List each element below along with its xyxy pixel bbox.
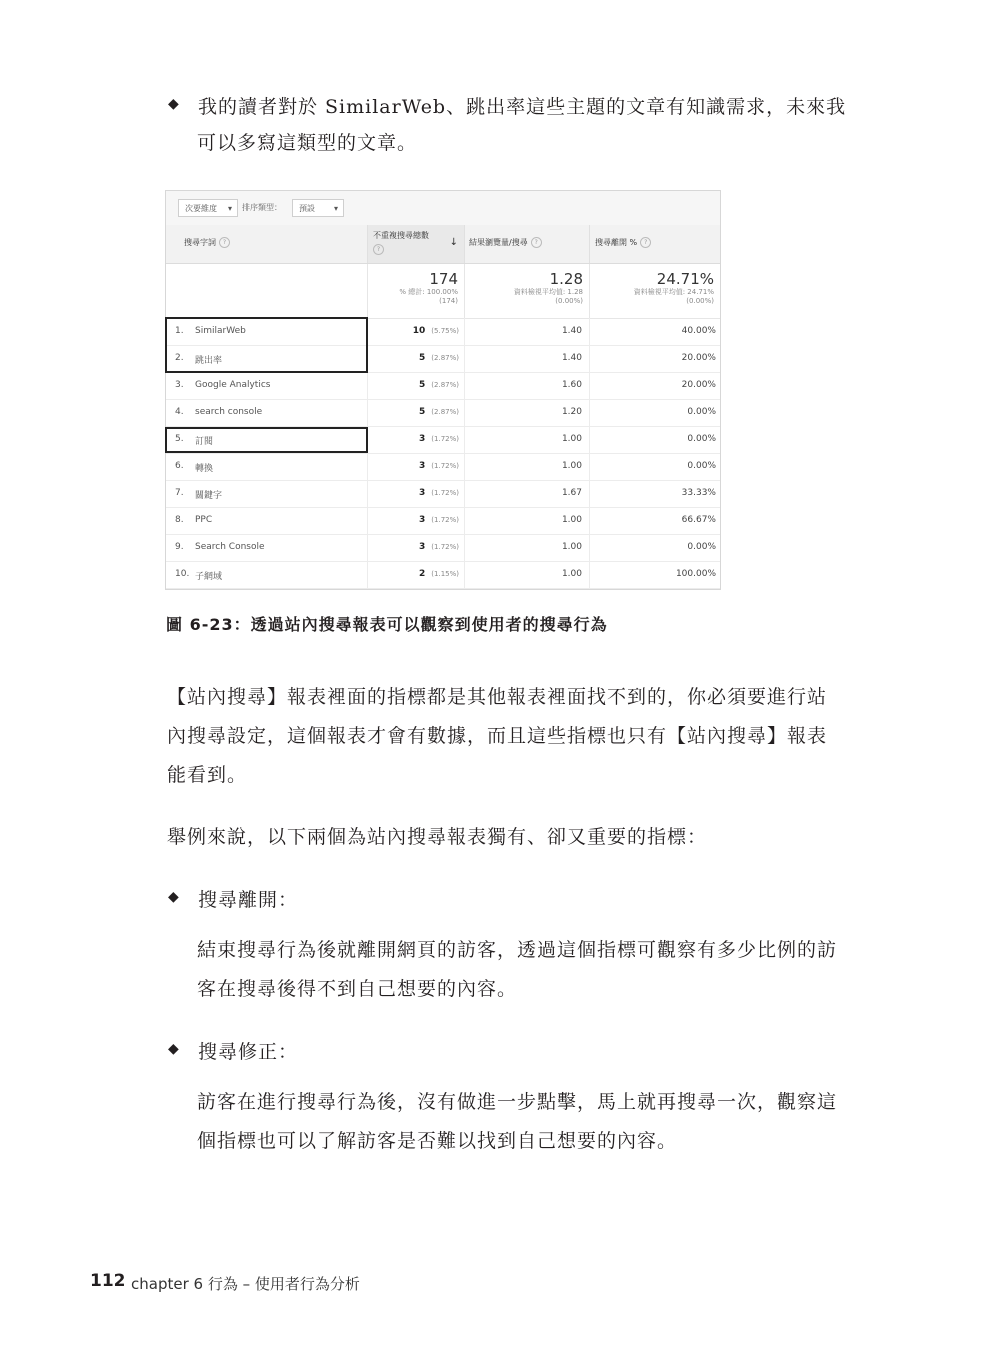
row-index: 4.	[175, 407, 184, 417]
row-index: 9.	[175, 542, 184, 552]
col-header-search-exit[interactable]	[589, 225, 720, 263]
search-term-link[interactable]: 子網域	[195, 572, 223, 582]
total-exit-rate-value: 24.71%	[656, 270, 714, 288]
unique-searches-percent: (1.15%)	[431, 570, 459, 578]
unique-searches-cell	[367, 534, 463, 561]
col-header-unique-searches[interactable]	[367, 225, 464, 263]
unique-searches-value: 3	[419, 434, 426, 444]
chevron-down-icon: ▾	[227, 204, 232, 213]
table-row[interactable]	[166, 561, 720, 589]
views-per-search-cell: 1.20	[464, 399, 588, 426]
total-views-per-search-sub2: (0.00%)	[555, 297, 583, 305]
table-header	[166, 225, 720, 264]
sort-type-value: 預設	[299, 204, 315, 213]
col-header-views-per-search-label: 結果瀏覽量/搜尋	[469, 238, 528, 247]
secondary-dimension-dropdown[interactable]	[178, 199, 238, 217]
unique-searches-percent: (5.75%)	[431, 327, 459, 335]
unique-searches-percent: (1.72%)	[431, 435, 459, 443]
unique-searches-percent: (1.72%)	[431, 543, 459, 551]
search-term-link[interactable]: search console	[195, 407, 263, 417]
col-header-views-per-search[interactable]	[464, 225, 589, 263]
table-row[interactable]	[166, 453, 720, 481]
col-header-search-exit-label: 搜尋離開 %	[595, 238, 638, 247]
search-term-link[interactable]: 關鍵字	[195, 491, 223, 501]
search-term-link[interactable]: Search Console	[195, 542, 265, 552]
total-unique-searches-sub1: % 總計: 100.00%	[399, 288, 458, 296]
page-number: 112	[90, 1271, 126, 1291]
unique-searches-value: 3	[419, 461, 426, 471]
total-views-per-search-sub1: 資料檢視平均值: 1.28	[513, 288, 583, 296]
secondary-dimension-label: 次要維度	[185, 204, 217, 213]
sort-type-dropdown[interactable]	[292, 199, 344, 217]
views-per-search-cell: 1.00	[464, 507, 588, 534]
search-term-link[interactable]: PPC	[195, 515, 213, 525]
search-term-link[interactable]: 跳出率	[195, 356, 223, 366]
unique-searches-percent: (1.72%)	[431, 516, 459, 524]
views-per-search-cell: 1.00	[464, 561, 588, 588]
total-exit-rate-sub1: 資料檢視平均值: 24.71%	[633, 288, 714, 296]
intro-bullet-line1: 我的讀者對於 SimilarWeb、跳出率這些主題的文章有知識需求，未來我	[198, 96, 847, 118]
unique-searches-value: 3	[419, 488, 426, 498]
row-index: 7.	[175, 488, 184, 498]
site-search-report-screenshot	[165, 190, 721, 590]
table-row[interactable]	[166, 507, 720, 535]
views-per-search-cell: 1.40	[464, 345, 588, 372]
col-header-search-term[interactable]	[166, 225, 367, 263]
unique-searches-cell	[367, 318, 463, 345]
views-per-search-cell: 1.60	[464, 372, 588, 399]
intro-bullet-line2: 可以多寫這類型的文章。	[197, 132, 418, 154]
unique-searches-cell	[367, 399, 463, 426]
help-icon[interactable]: ?	[373, 244, 384, 255]
search-exit-cell: 100.00%	[589, 561, 720, 588]
total-unique-searches-sub2: (174)	[439, 297, 458, 305]
table-row[interactable]	[166, 372, 720, 400]
unique-searches-value: 5	[419, 407, 426, 417]
search-term-link[interactable]: Google Analytics	[195, 380, 271, 390]
unique-searches-cell	[367, 426, 463, 453]
bullet-search-refinement-line1: 訪客在進行搜尋行為後，沒有做進一步點擊，馬上就再搜尋一次，觀察這	[197, 1091, 838, 1113]
unique-searches-cell	[367, 480, 463, 507]
totals-row	[166, 264, 720, 319]
views-per-search-cell: 1.00	[464, 426, 588, 453]
table-row[interactable]	[166, 399, 720, 427]
table-row[interactable]	[166, 534, 720, 562]
unique-searches-cell	[367, 561, 463, 588]
total-views-per-search-value: 1.28	[549, 270, 583, 288]
sort-type-label: 排序類型：	[242, 203, 282, 212]
search-exit-cell: 20.00%	[589, 372, 720, 399]
unique-searches-value: 2	[419, 569, 426, 579]
row-index: 1.	[175, 326, 184, 336]
col-header-unique-searches-label: 不重複搜尋總數	[373, 231, 429, 240]
row-index: 8.	[175, 515, 184, 525]
views-per-search-cell: 1.00	[464, 453, 588, 480]
unique-searches-percent: (1.72%)	[431, 489, 459, 497]
total-exit-rate	[589, 264, 720, 318]
diamond-bullet-icon: ◆	[168, 96, 180, 112]
sort-down-arrow-icon: ↓	[449, 237, 458, 248]
search-exit-cell: 20.00%	[589, 345, 720, 372]
report-toolbar	[166, 191, 720, 226]
total-unique-searches-value: 174	[429, 270, 458, 288]
help-icon[interactable]: ?	[640, 237, 651, 248]
unique-searches-value: 3	[419, 515, 426, 525]
total-views-per-search	[464, 264, 589, 318]
body-p1-line2: 內搜尋設定，這個報表才會有數據，而且這些指標也只有【站內搜尋】報表	[167, 725, 828, 747]
highlight-box	[165, 317, 368, 373]
total-unique-searches	[367, 264, 464, 318]
search-exit-cell: 40.00%	[589, 318, 720, 345]
diamond-bullet-icon: ◆	[168, 889, 180, 905]
unique-searches-percent: (2.87%)	[431, 354, 459, 362]
unique-searches-value: 3	[419, 542, 426, 552]
search-exit-cell: 66.67%	[589, 507, 720, 534]
bullet-search-exit-line1: 結束搜尋行為後就離開網頁的訪客，透過這個指標可觀察有多少比例的訪	[197, 939, 838, 961]
unique-searches-cell	[367, 507, 463, 534]
search-term-link[interactable]: 訂閱	[195, 437, 214, 447]
bullet-search-exit-title: 搜尋離開：	[198, 889, 299, 911]
search-exit-cell: 33.33%	[589, 480, 720, 507]
highlight-box	[165, 427, 368, 453]
help-icon[interactable]: ?	[219, 237, 230, 248]
views-per-search-cell: 1.40	[464, 318, 588, 345]
search-term-link[interactable]: SimilarWeb	[195, 326, 246, 336]
views-per-search-cell: 1.00	[464, 534, 588, 561]
bullet-search-exit-line2: 客在搜尋後得不到自己想要的內容。	[197, 978, 518, 1000]
row-index: 3.	[175, 380, 184, 390]
unique-searches-value: 10	[412, 326, 426, 336]
chevron-down-icon: ▾	[333, 204, 338, 213]
help-icon[interactable]: ?	[531, 237, 542, 248]
unique-searches-percent: (2.87%)	[431, 381, 459, 389]
unique-searches-value: 5	[419, 353, 426, 363]
unique-searches-percent: (2.87%)	[431, 408, 459, 416]
chapter-title: chapter 6 行為 – 使用者行為分析	[131, 1275, 360, 1293]
diamond-bullet-icon: ◆	[168, 1041, 180, 1057]
bullet-search-refinement-line2: 個指標也可以了解訪客是否難以找到自己想要的內容。	[197, 1130, 678, 1152]
unique-searches-percent: (1.72%)	[431, 462, 459, 470]
row-index: 5.	[175, 434, 184, 444]
body-p2: 舉例來說，以下兩個為站內搜尋報表獨有、卻又重要的指標：	[167, 826, 708, 848]
body-p1-line1: 【站內搜尋】報表裡面的指標都是其他報表裡面找不到的，你必須要進行站	[167, 686, 828, 708]
search-term-link[interactable]: 轉換	[195, 464, 214, 474]
views-per-search-cell: 1.67	[464, 480, 588, 507]
total-exit-rate-sub2: (0.00%)	[686, 297, 714, 305]
search-exit-cell: 0.00%	[589, 426, 720, 453]
bullet-search-refinement-title: 搜尋修正：	[198, 1041, 299, 1063]
row-index: 10.	[175, 569, 190, 579]
row-index: 6.	[175, 461, 184, 471]
unique-searches-cell	[367, 372, 463, 399]
search-exit-cell: 0.00%	[589, 453, 720, 480]
row-index: 2.	[175, 353, 184, 363]
unique-searches-cell	[367, 345, 463, 372]
table-row[interactable]	[166, 480, 720, 508]
unique-searches-cell	[367, 453, 463, 480]
search-exit-cell: 0.00%	[589, 399, 720, 426]
body-p1-line3: 能看到。	[167, 764, 248, 786]
figure-caption: 圖 6-23：透過站內搜尋報表可以觀察到使用者的搜尋行為	[166, 615, 608, 634]
unique-searches-value: 5	[419, 380, 426, 390]
col-header-search-term-label: 搜尋字詞	[184, 238, 216, 247]
search-exit-cell: 0.00%	[589, 534, 720, 561]
